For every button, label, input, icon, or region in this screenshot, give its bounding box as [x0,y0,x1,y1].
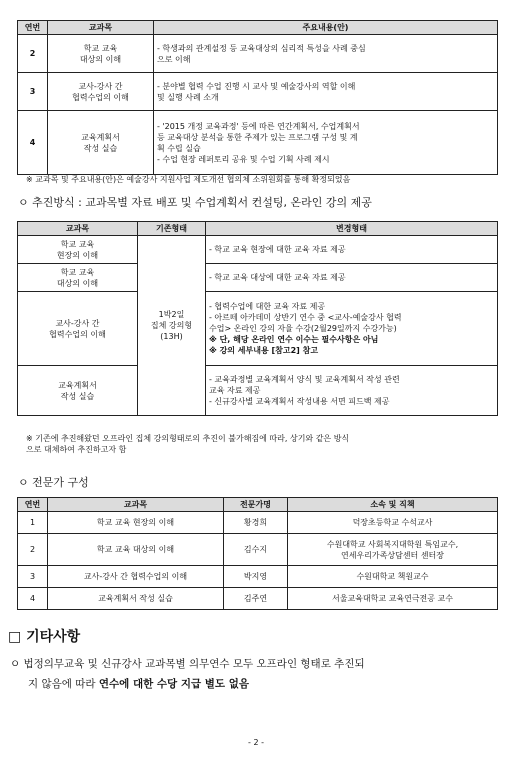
method-table [17,221,498,416]
row-number: 4 [18,111,48,175]
row-number: 2 [18,534,48,566]
table-row [18,566,498,588]
expert-name: 황경희 [224,512,288,534]
page-number: - 2 - [248,738,264,747]
subject-cell: 교사-강사 간 협력수업의 이해 [18,292,138,366]
affiliation-cell: 서울교육대학교 교육연극전공 교수 [288,588,498,610]
col-header-no: 연번 [18,21,48,35]
row-number: 1 [18,512,48,534]
subject-cell: 교육계획서 작성 실습 [48,588,224,610]
content-cell: - 분야별 협력 수업 진행 시 교사 및 예술강사의 역할 이해 및 실행 사례 소개 [154,73,498,111]
section-experts-heading: ㅇ 전문가 구성 [18,476,89,489]
table-header-row [18,498,498,512]
col-header-content: 주요내용(안) [154,21,498,35]
col-header-subject: 교과목 [48,498,224,512]
col-header-subject: 교과목 [48,21,154,35]
col-header-affiliation: 소속 및 직책 [288,498,498,512]
other-matters-paragraph: ㅇ 법정의무교육 및 신규강사 교과목별 의무연수 모두 오프라인 형태로 추진되 지 않음에 따라 연수에 대한 수당 지급 별도 없음 [10,658,365,690]
subject-cell: 학교 교육 현장의 이해 [18,236,138,264]
expert-name: 박지영 [224,566,288,588]
content-cell: - 학생과의 관계설정 등 교육대상의 심리적 특성을 사례 중심 으로 이해 [154,35,498,73]
table-header-row [18,21,498,35]
affiliation-cell: 수원대학교 책원교수 [288,566,498,588]
changed-format-cell: - 교육과정별 교육계획서 양식 및 교육계획서 작성 관련 교육 자료 제공 - 신규강사별 교육계획서 작성내용 서면 피드백 제공 [206,366,498,416]
subject-cell: 교사-강사 간 협력수업의 이해 [48,73,154,111]
subject-cell: 학교 교육 대상의 이해 [18,264,138,292]
col-header-existing: 기존형태 [138,222,206,236]
row-number: 4 [18,588,48,610]
col-header-subject: 교과목 [18,222,138,236]
subject-cell: 교육계획서 작성 실습 [48,111,154,175]
changed-format-cell: - 학교 교육 대상에 대한 교육 자료 제공 [206,264,498,292]
table-row [18,588,498,610]
col-header-changed: 변경형태 [206,222,498,236]
table-row [18,534,498,566]
subject-cell: 교육계획서 작성 실습 [18,366,138,416]
table-row [18,35,498,73]
subject-cell: 학교 교육 대상의 이해 [48,35,154,73]
subject-cell: 학교 교육 현장의 이해 [48,512,224,534]
table-row [18,366,498,416]
expert-name: 김수지 [224,534,288,566]
affiliation-cell: 수원대학교 사회복지대학원 특임교수, 연세우리가족상담센터 센터장 [288,534,498,566]
row-number: 2 [18,35,48,73]
table-header-row [18,222,498,236]
other-matters-heading: □ 기타사항 [8,629,81,645]
table-row [18,73,498,111]
curriculum-note: ※ 교과목 및 주요내용(안)은 예술강사 지원사업 제도개선 협의체 소위원회를 통해 확정되었음 [26,175,351,184]
allowance-notice: 연수에 대한 수당 지급 별도 없음 [98,678,250,690]
section-method-heading: ㅇ 추진방식 : 교과목별 자료 배포 및 수업계획서 컨설팅, 온라인 강의 제공 [18,196,372,209]
table-row [18,264,498,292]
col-header-expert: 전문가명 [224,498,288,512]
curriculum-table [17,20,498,175]
affiliation-cell: 덕장초등학교 수석교사 [288,512,498,534]
existing-format-cell: 1박2일 집체 강의형 (13H) [138,236,206,416]
table-row [18,292,498,366]
method-note: ※ 기존에 추진해왔던 오프라인 집체 강의형태로의 추진이 불가해짐에 따라, 상기와 같은 방식 으로 대체하여 추진하고자 함 [26,434,350,454]
table-row [18,236,498,264]
row-number: 3 [18,566,48,588]
subject-cell: 교사-강사 간 협력수업의 이해 [48,566,224,588]
content-cell: - '2015 개정 교육과정' 등에 따른 연간계획서, 수업계획서 등 교육대상 분석을 통한 주제가 있는 프로그램 구성 및 계 획 수립 실습 - 수업 현장 레퍼토리 공유 및 수업 기획 사례 제시 [154,111,498,175]
col-header-no: 연번 [18,498,48,512]
table-row [18,111,498,175]
row-number: 3 [18,73,48,111]
subject-cell: 학교 교육 대상의 이해 [48,534,224,566]
expert-name: 김주연 [224,588,288,610]
changed-format-cell: - 협력수업에 대한 교육 자료 제공 - 아르떼 아카데미 상반기 연수 중 <교사-예술강사 협력 수업> 온라인 강의 자율 수강(2월29일까지 수강가능) ※ 단, 해당 온라인 연수 이수는 필수사항은 아님 ※ 강의 세부내용 [참고2] 참고 [206,292,498,366]
table-row [18,512,498,534]
changed-format-cell: - 학교 교육 현장에 대한 교육 자료 제공 [206,236,498,264]
experts-table [17,497,498,610]
